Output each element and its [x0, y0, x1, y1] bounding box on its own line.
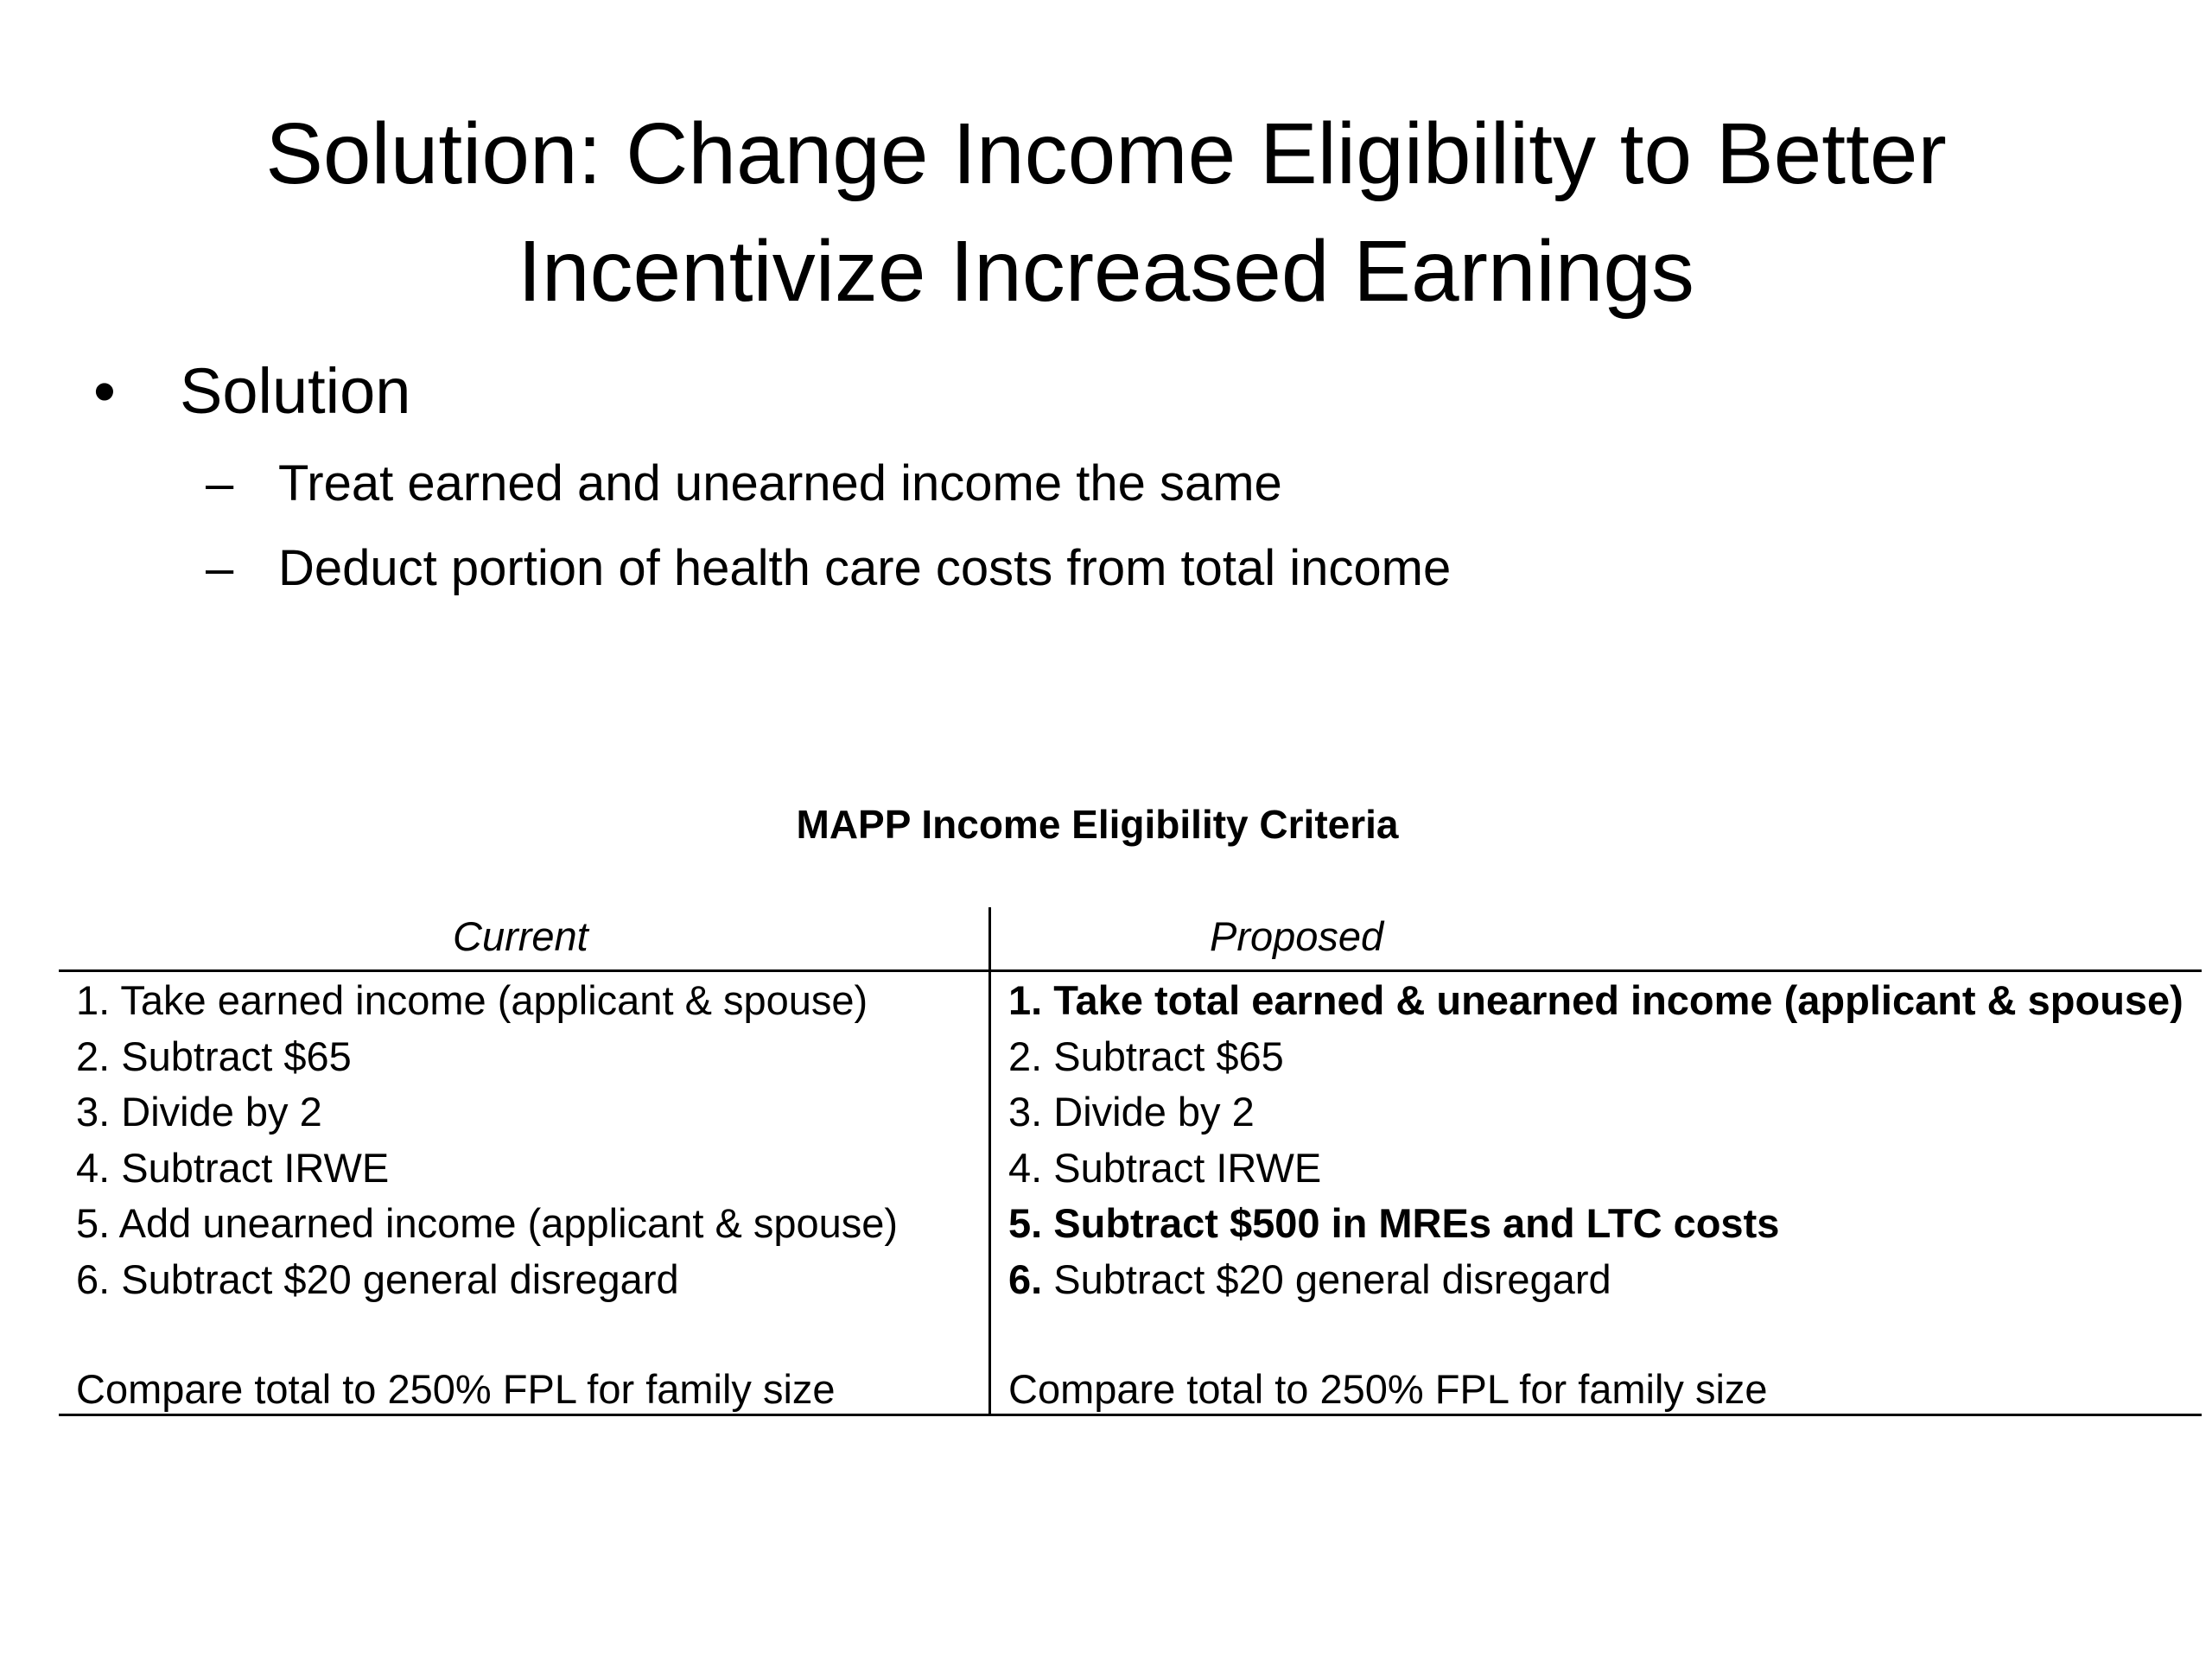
subbullet-text: Deduct portion of health care costs from total income	[278, 540, 1452, 596]
title-line-1: Solution: Change Income Eligibility to Better	[265, 105, 1947, 202]
proposed-step-bold: 5. Subtract $500 in MREs and LTC costs	[1008, 1200, 1780, 1246]
dash-icon: –	[206, 540, 234, 596]
proposed-step: 2. Subtract $65	[1008, 1033, 1284, 1079]
column-header-current: Current	[453, 913, 588, 959]
subbullet-2	[206, 538, 1451, 599]
table-column-divider	[988, 907, 991, 1415]
table-caption: MAPP Income Eligibility Criteria	[796, 802, 1399, 847]
proposed-step: 3. Divide by 2	[1008, 1089, 1255, 1135]
current-compare: Compare total to 250% FPL for family size	[76, 1366, 836, 1412]
current-step: 2. Subtract $65	[76, 1033, 352, 1079]
title-line-2: Incentivize Increased Earnings	[518, 223, 1694, 320]
proposed-step-bold: 1. Take total earned & unearned income (applicant & spouse)	[1008, 977, 2183, 1023]
current-step: 5. Add unearned income (applicant & spouse)	[76, 1200, 899, 1246]
current-step: 6. Subtract $20 general disregard	[76, 1255, 679, 1302]
slide-title	[173, 95, 2039, 330]
table-header-rule	[59, 969, 2202, 972]
proposed-compare: Compare total to 250% FPL for family size	[1008, 1366, 1768, 1412]
proposed-step	[1008, 1196, 2183, 1252]
current-step: 1. Take earned income (applicant & spouse)	[76, 977, 868, 1023]
proposed-steps-list	[1008, 973, 2183, 1307]
bullet-solution	[93, 353, 410, 430]
current-step: 4. Subtract IRWE	[76, 1144, 390, 1191]
current-step: 3. Divide by 2	[76, 1089, 322, 1135]
bullet-dot-icon: •	[93, 355, 116, 427]
proposed-step-number: 6.	[1008, 1255, 1043, 1302]
proposed-step	[1008, 1252, 2183, 1308]
proposed-step: 4. Subtract IRWE	[1008, 1144, 1322, 1191]
bullet-text: Solution	[180, 355, 411, 427]
subbullet-1	[206, 454, 1282, 514]
subbullet-text: Treat earned and unearned income the same	[278, 455, 1282, 512]
current-steps-list	[76, 973, 898, 1307]
proposed-step-text: Subtract $20 general disregard	[1042, 1255, 1611, 1302]
proposed-step	[1008, 973, 2183, 1029]
dash-icon: –	[206, 455, 234, 512]
column-header-proposed: Proposed	[1210, 913, 1384, 959]
